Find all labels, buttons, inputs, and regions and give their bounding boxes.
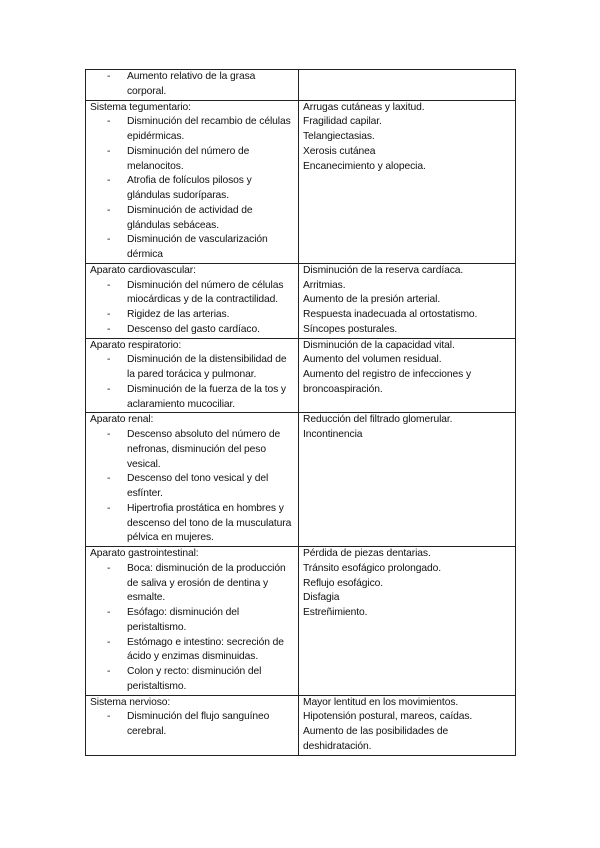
list-item [90, 502, 295, 546]
changes-list [90, 562, 295, 695]
bullet-dash: - [107, 234, 111, 246]
change-text: Descenso del tono vesical y del esfínter. [127, 473, 269, 499]
list-item [90, 710, 295, 740]
effect-text: Arrugas cutáneas y laxitud. [303, 101, 425, 113]
effect-text: Xerosis cutánea [303, 145, 376, 157]
system-changes-cell [86, 70, 299, 101]
change-text: Disminución de la fuerza de la tos y aclaramiento mucociliar. [127, 383, 286, 410]
effect-text: Aumento de las posibilidades de deshidratación. [303, 726, 449, 752]
bullet-dash: - [107, 429, 111, 440]
list-item [90, 606, 295, 636]
change-text: Colon y recto: disminución del peristaltismo. [127, 666, 262, 692]
list-item [90, 323, 295, 338]
bullet-dash: - [107, 354, 111, 366]
effect-text: Aumento de la presión arterial. [303, 294, 441, 306]
effect-text: Incontinencia [303, 429, 363, 440]
effects-cell [299, 695, 516, 755]
effect-text: Disminución de la reserva cardíaca. [303, 264, 464, 276]
system-title: Aparato gastrointestinal: [90, 548, 199, 559]
bullet-dash: - [107, 145, 111, 157]
effect-text: Aumento del volumen residual. [303, 354, 442, 366]
system-changes-cell [86, 547, 299, 696]
effect-text: Estreñimiento. [303, 607, 368, 618]
effects-cell [299, 263, 516, 338]
changes-list [90, 353, 295, 412]
bullet-dash: - [107, 323, 111, 335]
change-text: Esófago: disminución del peristaltismo. [127, 607, 240, 633]
list-item [90, 115, 295, 145]
system-title: Sistema tegumentario: [90, 101, 191, 113]
list-item [90, 145, 295, 175]
effect-text: Respuesta inadecuada al ortostatismo. [303, 309, 478, 320]
change-text: Descenso del gasto cardíaco. [127, 323, 260, 335]
list-item [90, 279, 295, 309]
bullet-dash: - [107, 309, 111, 320]
effects-cell [299, 338, 516, 413]
change-text: Disminución de vascularización dérmica [127, 234, 268, 260]
bullet-dash: - [107, 116, 111, 128]
effects-cell [299, 70, 516, 101]
bullet-dash: - [107, 71, 111, 82]
change-text: Descenso absoluto del número de nefronas, disminución del peso vesical. [127, 429, 281, 470]
system-title: Aparato renal: [90, 414, 154, 426]
table-row [86, 413, 516, 547]
effect-text: Disminución de la capacidad vital. [303, 339, 455, 351]
effect-text: Pérdida de piezas dentarias. [303, 548, 431, 559]
bullet-dash: - [107, 473, 111, 485]
list-item [90, 472, 295, 502]
bullet-dash: - [107, 175, 111, 187]
system-changes-cell [86, 695, 299, 755]
table-row [86, 338, 516, 413]
change-text: Disminución de la distensibilidad de la pared torácica y pulmonar. [127, 354, 287, 380]
system-changes-cell [86, 100, 299, 263]
change-text: Disminución del número de células miocárdicas y de la contractilidad. [127, 279, 284, 306]
list-item [90, 308, 295, 323]
list-item [90, 204, 295, 234]
table-row [86, 695, 516, 755]
system-changes-cell [86, 338, 299, 413]
effect-text: Aumento del registro de infecciones y broncoaspiración. [303, 369, 472, 395]
list-item [90, 174, 295, 204]
system-title: Aparato respiratorio: [90, 339, 182, 351]
changes-list [90, 428, 295, 546]
effect-text: Encanecimiento y alopecia. [303, 160, 426, 172]
list-item [90, 353, 295, 383]
effect-text: Fragilidad capilar. [303, 116, 382, 128]
list-item [90, 562, 295, 606]
effect-text: Arritmias. [303, 279, 346, 291]
change-text: Atrofia de folículos pilosos y glándulas sudoríparas. [127, 175, 252, 201]
list-item [90, 233, 295, 263]
bullet-dash: - [107, 502, 111, 514]
change-text: Hipertrofia prostática en hombres y descenso del tono de la musculatura pélvica en mujeres. [127, 502, 292, 544]
list-item [90, 636, 295, 666]
aging-changes-table [85, 69, 516, 756]
change-text: Boca: disminución de la producción de saliva y erosión de dentina y esmalte. [127, 562, 286, 604]
bullet-dash: - [107, 562, 111, 574]
change-text: Disminución del número de melanocitos. [127, 145, 250, 172]
bullet-dash: - [107, 666, 111, 677]
bullet-dash: - [107, 636, 111, 648]
change-text: Aumento relativo de la grasa corporal. [127, 71, 256, 97]
change-text: Disminución del flujo sanguíneo cerebral. [127, 711, 270, 737]
bullet-dash: - [107, 607, 111, 618]
effects-cell [299, 100, 516, 263]
table-body [86, 70, 516, 756]
bullet-dash: - [107, 204, 111, 216]
effect-text: Reducción del filtrado glomerular. [303, 414, 453, 426]
effects-cell [299, 547, 516, 696]
effect-text: Disfagia [303, 592, 340, 604]
effect-text: Telangiectasias. [303, 131, 375, 142]
changes-list [90, 70, 295, 100]
list-item [90, 383, 295, 413]
list-item [90, 70, 295, 100]
system-title: Aparato cardiovascular: [90, 264, 196, 276]
system-changes-cell [86, 413, 299, 547]
changes-list [90, 710, 295, 740]
changes-list [90, 115, 295, 263]
list-item [90, 665, 295, 695]
table-row [86, 100, 516, 263]
change-text: Disminución de actividad de glándulas sebáceas. [127, 204, 253, 231]
effect-text: Hipotensión postural, mareos, caídas. [303, 711, 473, 723]
table-row [86, 70, 516, 101]
bullet-dash: - [107, 279, 111, 291]
effect-text: Tránsito esofágico prolongado. [303, 562, 442, 574]
change-text: Rigidez de las arterias. [127, 309, 230, 320]
list-item [90, 428, 295, 472]
effects-cell [299, 413, 516, 547]
effect-text: Mayor lentitud en los movimientos. [303, 696, 459, 708]
changes-list [90, 279, 295, 338]
system-title: Sistema nervioso: [90, 696, 171, 708]
bullet-dash: - [107, 383, 111, 395]
system-changes-cell [86, 263, 299, 338]
change-text: Disminución del recambio de células epidérmicas. [127, 116, 291, 142]
table-row [86, 263, 516, 338]
table-row [86, 547, 516, 696]
effect-text: Síncopes posturales. [303, 323, 398, 335]
bullet-dash: - [107, 711, 111, 723]
change-text: Estómago e intestino: secreción de ácido y enzimas disminuidas. [127, 636, 284, 663]
effect-text: Reflujo esofágico. [303, 577, 384, 589]
